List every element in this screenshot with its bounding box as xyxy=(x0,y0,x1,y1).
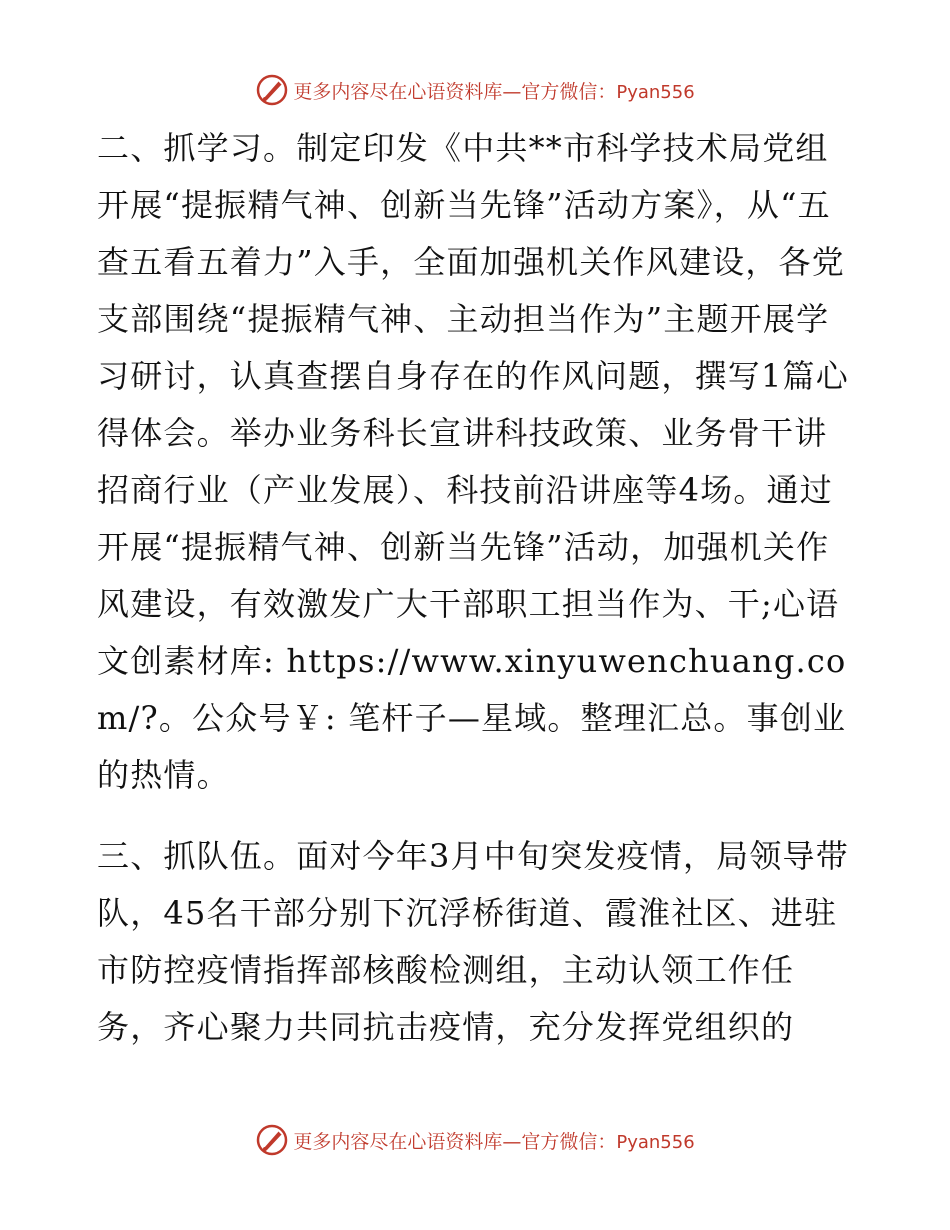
watermark-contact: Pyan556 xyxy=(616,1131,695,1153)
document-body xyxy=(97,120,857,1056)
watermark-text: 更多内容尽在心语资料库—官方微信：Pyan556 xyxy=(293,80,695,103)
paragraph-study: 二、抓学习。制定印发《中共**市科学技术局党组开展“提振精气神、创新当先锋”活动方案》，从“五查五看五着力”入手，全面加强机关作风建设，各党支部围绕“提振精气神、主动担当作为”主题开展学习研讨，认真查摆自身存在的作风问题，撰写1篇心得体会。举办业务科长宣讲科技政策、业务骨干讲招商行业（产业发展）、科技前沿讲座等4场。通过开展“提振精气神、创新当先锋”活动，加强机关作风建设，有效激发广大干部职工担当作为、干;心语文创素材库: https://www.xinyuwenchuang.com/?。公众号￥: 笔杆子—星域。整理汇总。事创业的热情。 xyxy=(97,129,849,794)
header-watermark-banner xyxy=(0,70,950,110)
watermark-contact: Pyan556 xyxy=(616,81,695,103)
watermark-text: 更多内容尽在心语资料库—官方微信：Pyan556 xyxy=(293,1130,695,1153)
quill-ink-logo-icon xyxy=(255,73,289,107)
quill-ink-logo-icon xyxy=(255,1123,289,1157)
paragraph-team: 三、抓队伍。面对今年3月中旬突发疫情，局领导带队，45名干部分别下沉浮桥街道、霞淮社区、进驻市防控疫情指挥部核酸检测组，主动认领工作任务，齐心聚力共同抗击疫情，充分发挥党组织的 xyxy=(97,837,849,1046)
footer-watermark-banner xyxy=(0,1120,950,1160)
